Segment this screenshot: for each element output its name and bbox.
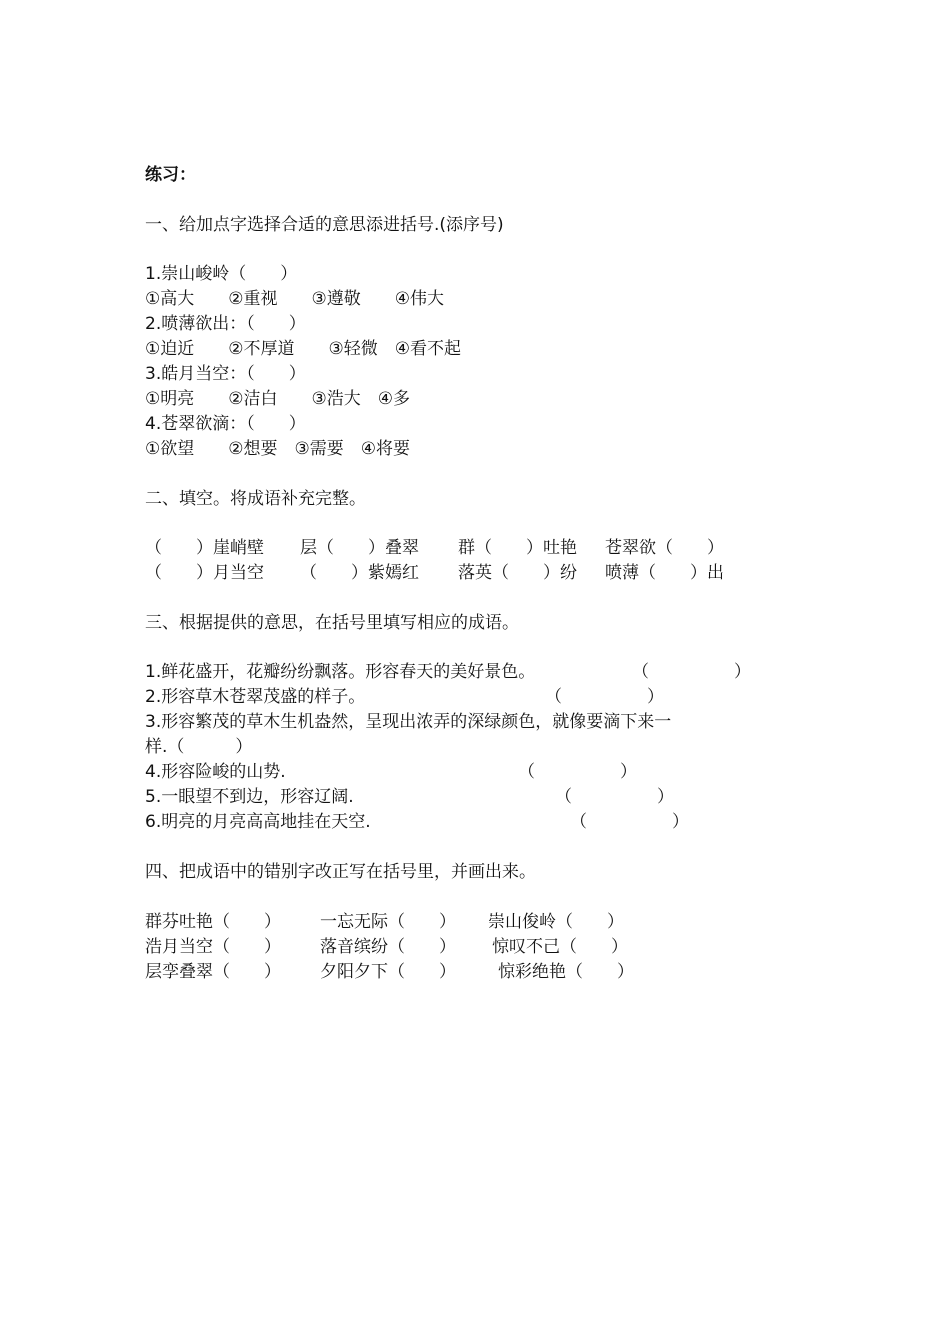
worksheet-title: 练习： (145, 165, 196, 185)
idiom-blank[interactable]: 群（ ）吐艳 (458, 538, 577, 558)
answer-blank[interactable]: （ ） (555, 787, 674, 807)
correction-item[interactable]: 层孪叠翠（ ） (145, 962, 281, 982)
idiom-blank[interactable]: 苍翠欲（ ） (605, 538, 724, 558)
section3-item-2: 2.形容草木苍翠茂盛的样子。 (145, 687, 366, 707)
section3-item-3: 3.形容繁茂的草木生机盎然，呈现出浓弄的深绿颜色，就像要滴下来一 (145, 712, 672, 732)
section4-heading: 四、把成语中的错别字改正写在括号里，并画出来。 (145, 862, 536, 882)
answer-blank[interactable]: （ ） (632, 662, 751, 682)
section1-options-2: ①迫近 ②不厚道 ③轻微 ④看不起 (145, 339, 461, 359)
correction-item[interactable]: 崇山俊岭（ ） (488, 912, 624, 932)
correction-item[interactable]: 惊叹不己（ ） (492, 937, 628, 957)
section1-options-3: ①明亮 ②洁白 ③浩大 ④多 (145, 389, 410, 409)
section1-question-2: 2.喷薄欲出：（ ） (145, 314, 306, 334)
correction-item[interactable]: 落音缤纷（ ） (320, 937, 456, 957)
section1-question-4: 4.苍翠欲滴：（ ） (145, 414, 306, 434)
section3-item-1: 1.鲜花盛开，花瓣纷纷飘落。形容春天的美好景色。 (145, 662, 536, 682)
answer-blank[interactable]: （ ） (545, 687, 664, 707)
section1-question-3: 3.皓月当空：（ ） (145, 364, 306, 384)
idiom-blank[interactable]: 层（ ）叠翠 (300, 538, 419, 558)
idiom-blank[interactable]: 落英（ ）纷 (458, 563, 577, 583)
section1-options-1: ①高大 ②重视 ③遵敬 ④伟大 (145, 289, 444, 309)
answer-blank[interactable]: （ ） (570, 812, 689, 832)
correction-item[interactable]: 一忘无际（ ） (320, 912, 456, 932)
section1-heading: 一、给加点字选择合适的意思添进括号.(添序号) (145, 215, 504, 235)
section1-options-4: ①欲望 ②想要 ③需要 ④将要 (145, 439, 410, 459)
correction-item[interactable]: 浩月当空（ ） (145, 937, 281, 957)
section3-item-5: 5.一眼望不到边，形容辽阔. (145, 787, 354, 807)
section3-item-6: 6.明亮的月亮高高地挂在天空. (145, 812, 371, 832)
correction-item[interactable]: 夕阳夕下（ ） (320, 962, 456, 982)
idiom-blank[interactable]: （ ）紫嫣红 (300, 563, 419, 583)
correction-item[interactable]: 群芬吐艳（ ） (145, 912, 281, 932)
answer-blank[interactable]: （ ） (518, 762, 637, 782)
idiom-blank[interactable]: （ ）崖峭壁 (145, 538, 264, 558)
section3-item-4: 4.形容险峻的山势. (145, 762, 286, 782)
section3-item-3-cont: 样.（ ） (145, 737, 253, 757)
section2-heading: 二、填空。将成语补充完整。 (145, 489, 366, 509)
section3-heading: 三、根据提供的意思，在括号里填写相应的成语。 (145, 613, 519, 633)
section1-question-1: 1.崇山峻岭（ ） (145, 264, 298, 284)
correction-item[interactable]: 惊彩绝艳（ ） (498, 962, 634, 982)
idiom-blank[interactable]: 喷薄（ ）出 (605, 563, 724, 583)
idiom-blank[interactable]: （ ）月当空 (145, 563, 264, 583)
